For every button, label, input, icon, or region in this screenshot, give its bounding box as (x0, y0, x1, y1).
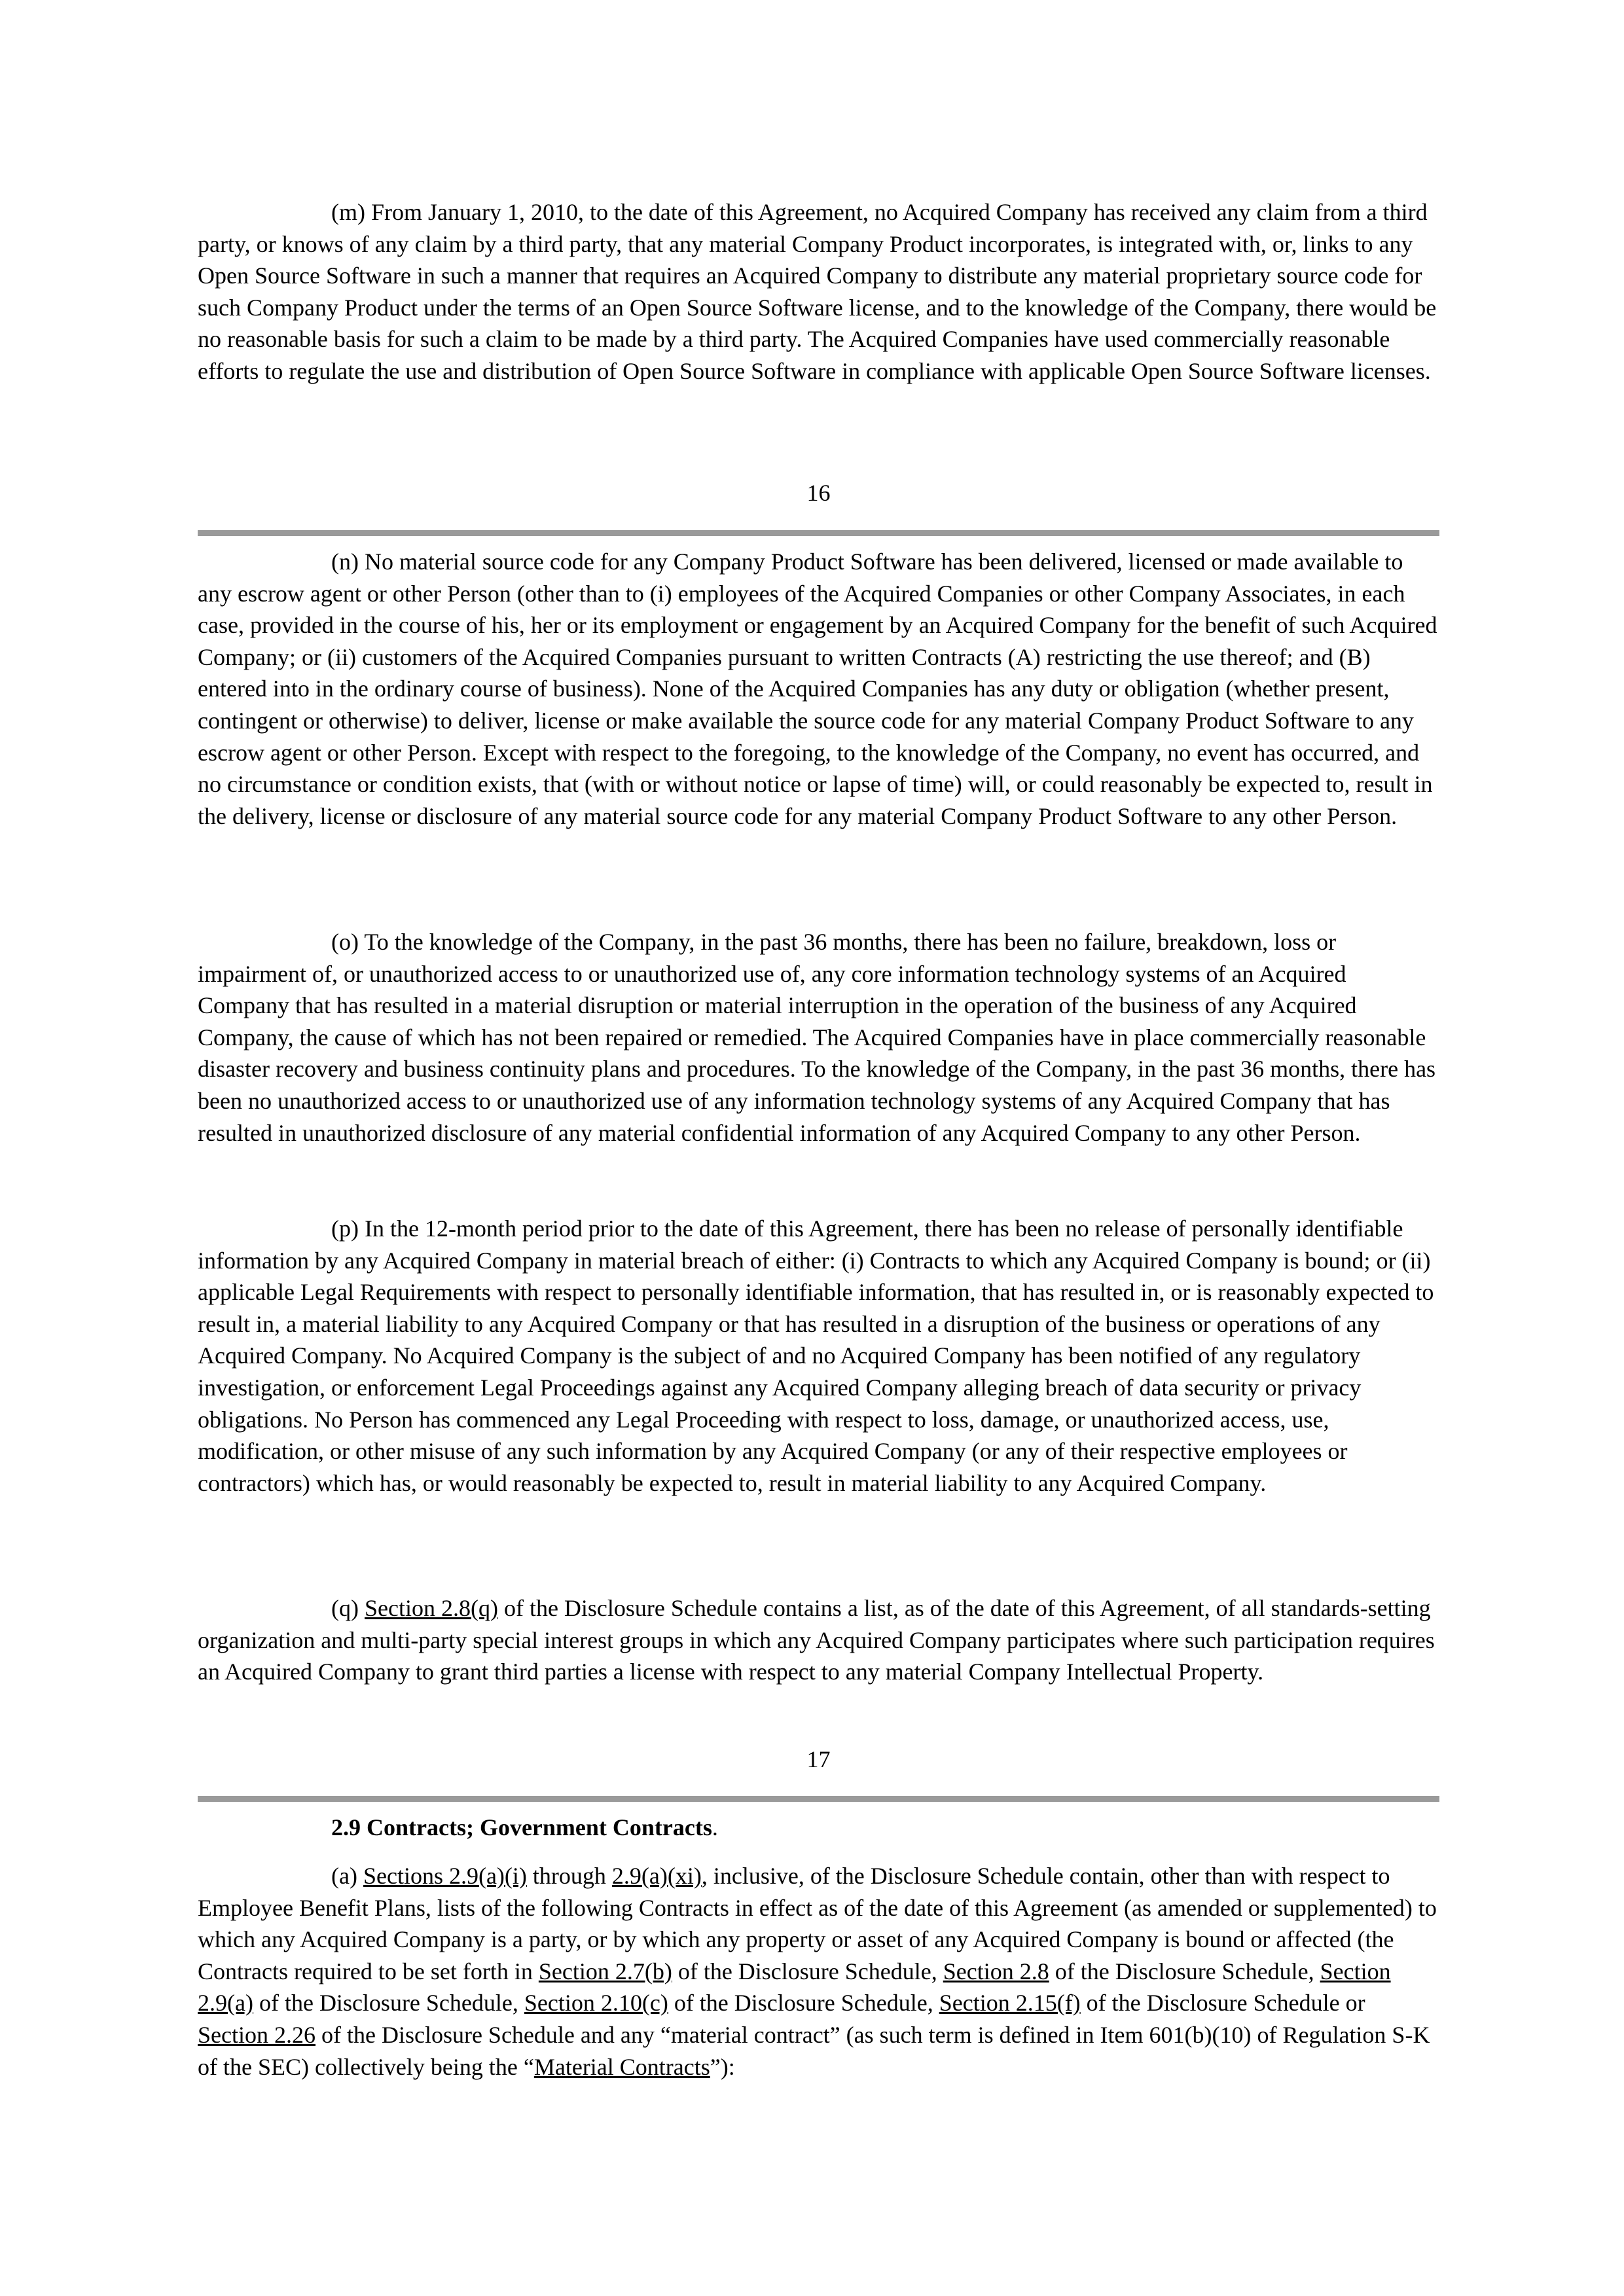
paragraph-a: (a) Sections 2.9(a)(i) through 2.9(a)(xi), inclusive, of the Disclosure Schedule contain, other than with respect to Employee Benefit Plans, lists of the following Contracts in effect as of the date of this Agreement (as amended or supplemented) to which any Acquired Company is a party, or by which any property or asset of any Acquired Company is bound or affected (the Contracts required to be set forth in Section 2.7(b) of the Disclosure Schedule, Section 2.8 of the Disclosure Schedule, Section 2.9(a) of the Disclosure Schedule, Section 2.10(c) of the Disclosure Schedule, Section 2.15(f) of the Disclosure Schedule or Section 2.26 of the Disclosure Schedule and any “material contract” (as such term is defined in Item 601(b)(10) of Regulation S-K of the SEC) collectively being the “Material Contracts”): (198, 1863, 1437, 2080)
section-2-15-f-link[interactable]: Section 2.15(f) (939, 1990, 1081, 2017)
section-2-8-q-link[interactable]: Section 2.8(q) (364, 1595, 498, 1621)
paragraph-p (198, 1213, 1439, 1499)
section-2-9-a-link[interactable]: Section 2.9(a) (198, 1958, 1391, 2017)
section-heading: 2.9 Contracts; Government Contracts. (331, 1814, 718, 1840)
page-break-rule-2 (198, 1796, 1439, 1802)
paragraph-o (198, 926, 1439, 1149)
section-2-8-link[interactable]: Section 2.8 (943, 1958, 1049, 1984)
paragraph-n-text: (n) No material source code for any Company Product Software has been delivered, licensed or made available to any escrow agent or other Person (other than to (i) employees of the Acquired Companies or other Company Associates, in each case, provided in the course of his, her or its employment or engagement by an Acquired Company for the benefit of such Acquired Company; or (ii) customers of the Acquired Companies pursuant to written Contracts (A) restricting the use thereof; and (B) entered into in the ordinary course of business). None of the Acquired Companies has any duty or obligation (whether present, contingent or otherwise) to deliver, license or make available the source code for any material Company Product Software to any escrow agent or other Person. Except with respect to the foregoing, to the knowledge of the Company, no event has occurred, and no circumstance or condition exists, that (with or without notice or lapse of time) will, or could reasonably be expected to, result in the delivery, license or disclosure of any material source code for any material Company Product Software to any other Person. (198, 548, 1437, 829)
paragraph-m (198, 196, 1439, 387)
paragraph-m-text: (m) From January 1, 2010, to the date of this Agreement, no Acquired Company has received any claim from a third party, or knows of any claim by a third party, that any material Company Product incorporates, is integrated with, or, links to any Open Source Software in such a manner that requires an Acquired Company to distribute any material proprietary source code for such Company Product under the terms of an Open Source Software license, and to the knowledge of the Company, there would be no reasonable basis for such a claim to be made by a third party. The Acquired Companies have used commercially reasonable efforts to regulate the use and distribution of Open Source Software in compliance with applicable Open Source Software licenses. (198, 199, 1437, 384)
section-2-10-c-link[interactable]: Section 2.10(c) (524, 1990, 668, 2017)
paragraph-n (198, 546, 1439, 832)
page-number-16: 16 (806, 480, 831, 506)
section-2-9-a-xi-link[interactable]: 2.9(a)(xi) (611, 1863, 702, 1889)
page-break-rule (198, 530, 1439, 536)
sections-2-9-a-i-link[interactable]: Sections 2.9(a)(i) (363, 1863, 527, 1889)
section-2-7-b-link[interactable]: Section 2.7(b) (538, 1958, 672, 1984)
paragraph-o-text: (o) To the knowledge of the Company, in the past 36 months, there has been no failure, breakdown, loss or impairment of, or unauthorized access to or unauthorized use of, any core information technology systems of an Acquired Company that has resulted in a material disruption or material interruption in the operation of the business of any Acquired Company, the cause of which has not been repaired or remedied. The Acquired Companies have in place commercially reasonable disaster recovery and business continuity plans and procedures. To the knowledge of the Company, in the past 36 months, there has been no unauthorized access to or unauthorized use of any information technology systems of any Acquired Company that has resulted in unauthorized disclosure of any material confidential information of any Acquired Company to any other Person. (198, 929, 1436, 1146)
page-number-17: 17 (806, 1746, 831, 1772)
section-2-26-link[interactable]: Section 2.26 (198, 2021, 316, 2048)
paragraph-p-text: (p) In the 12-month period prior to the date of this Agreement, there has been no release of personally identifiable information by any Acquired Company in material breach of either: (i) Contracts to which any Acquired Company is bound; or (ii) applicable Legal Requirements with respect to personally identifiable information, that has resulted in, or is reasonably expected to result in, a material liability to any Acquired Company or that has resulted in a disruption of the business or operations of any Acquired Company. No Acquired Company is the subject of and no Acquired Company has been notified of any regulatory investigation, or enforcement Legal Proceedings against any Acquired Company alleging breach of data security or privacy obligations. No Person has commenced any Legal Proceeding with respect to loss, damage, or unauthorized access, use, modification, or other misuse of any such information by any Acquired Company (or any of their respective employees or contractors) which has, or would reasonably be expected to, result in material liability to any Acquired Company. (198, 1215, 1434, 1496)
paragraph-q: (q) Section 2.8(q) of the Disclosure Schedule contains a list, as of the date of this Agreement, of all standards-setting organization and multi-party special interest groups in which any Acquired Company participates where such participation requires an Acquired Company to grant third parties a license with respect to any material Company Intellectual Property. (198, 1595, 1435, 1685)
section-heading-text: 2.9 Contracts; Government Contracts (331, 1814, 712, 1840)
material-contracts-term: Material Contracts (533, 2053, 710, 2080)
